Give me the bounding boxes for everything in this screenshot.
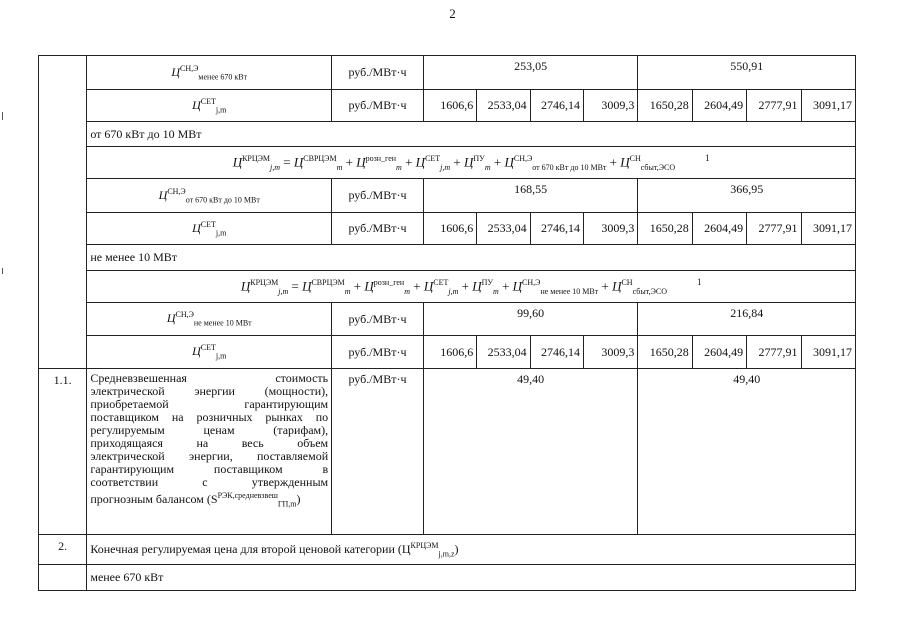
margin-mark bbox=[2, 112, 3, 120]
value-cell: 3009,3 bbox=[583, 90, 637, 122]
table-row bbox=[39, 213, 856, 245]
value-cell: 1650,28 bbox=[638, 336, 692, 369]
page-number: 2 bbox=[449, 6, 456, 21]
unit-cell: руб./МВт·ч bbox=[332, 179, 424, 213]
unit-cell: руб./МВт·ч bbox=[332, 303, 424, 336]
value-cell: 2777,91 bbox=[747, 213, 801, 245]
footnote-mark: 1 bbox=[705, 153, 710, 164]
value-cell: 253,05 bbox=[423, 56, 638, 90]
value-cell: 2533,04 bbox=[477, 213, 530, 245]
table-row bbox=[39, 271, 856, 303]
table-row bbox=[39, 147, 856, 179]
unit-cell: руб./МВт·ч bbox=[332, 213, 424, 245]
value-cell: 550,91 bbox=[638, 56, 856, 90]
value-cell: 2604,49 bbox=[692, 213, 746, 245]
table-row bbox=[39, 535, 856, 565]
unit-cell: руб./МВт·ч bbox=[332, 90, 424, 122]
value-cell: 216,84 bbox=[638, 303, 856, 336]
value-cell: 1650,28 bbox=[638, 213, 692, 245]
row-number-cell bbox=[39, 565, 87, 591]
value-cell: 49,40 bbox=[638, 369, 856, 535]
symbol-cell: $Ц^{СЕТ}_{j,m}$ bbox=[87, 90, 332, 122]
value-cell: 2604,49 bbox=[692, 90, 746, 122]
value-cell: 3091,17 bbox=[801, 90, 855, 122]
value-cell: 2604,49 bbox=[692, 336, 746, 369]
value-cell: 2777,91 bbox=[747, 336, 801, 369]
row-number-cell: 2. bbox=[39, 535, 87, 565]
value-cell: 99,60 bbox=[423, 303, 638, 336]
value-cell: 366,95 bbox=[638, 179, 856, 213]
value-cell: 2777,91 bbox=[747, 90, 801, 122]
unit-cell: руб./МВт·ч bbox=[332, 336, 424, 369]
table-row bbox=[39, 179, 856, 213]
value-cell: 3091,17 bbox=[801, 213, 855, 245]
symbol-cell: $Ц^{СЕТ}_{j,m}$ bbox=[87, 336, 332, 369]
tariff-table bbox=[38, 55, 856, 591]
value-cell: 1606,6 bbox=[423, 336, 476, 369]
table-row bbox=[39, 245, 856, 271]
value-cell: 2746,14 bbox=[530, 213, 583, 245]
row-number-cell bbox=[39, 56, 87, 369]
table-row bbox=[39, 369, 856, 535]
value-cell: 49,40 bbox=[423, 369, 638, 535]
value-cell: 3009,3 bbox=[583, 213, 637, 245]
value-cell: 1606,6 bbox=[423, 90, 476, 122]
table-row bbox=[39, 565, 856, 591]
value-cell: 168,55 bbox=[423, 179, 638, 213]
table-row bbox=[39, 336, 856, 369]
symbol-cell: $Ц^{СЕТ}_{j,m}$ bbox=[87, 213, 332, 245]
value-cell: 1650,28 bbox=[638, 90, 692, 122]
footnote-mark: 1 bbox=[696, 277, 702, 288]
value-cell: 3091,17 bbox=[801, 336, 855, 369]
unit-cell: руб./МВт·ч bbox=[332, 56, 424, 90]
value-cell: 3009,3 bbox=[583, 336, 637, 369]
formula-cell: $Ц^{КРЦЭМ}_{j,m} = Ц^{СВРЦЭМ}_m + Ц^{розн\_ген}_m + Ц^{СЕТ}_{j,m} + Ц^{ПУ}_m + Ц^{СН,Э}_{не менее 10 МВт} + Ц^{СН}_{сбыт,ЭСО}^1$ bbox=[87, 271, 856, 303]
margin-mark bbox=[2, 268, 3, 274]
value-cell: 2533,04 bbox=[477, 336, 530, 369]
value-cell: 2746,14 bbox=[530, 336, 583, 369]
section-heading: не менее 10 МВт bbox=[87, 245, 856, 271]
value-cell: 2746,14 bbox=[530, 90, 583, 122]
section-heading: Конечная регулируемая цена для второй ценовой категории $(Ц^{КРЦЭМ}_{j,m,z})$ bbox=[87, 535, 856, 565]
unit-cell: руб./МВт·ч bbox=[332, 369, 424, 535]
section-heading: от 670 кВт до 10 МВт bbox=[87, 122, 856, 147]
table-row bbox=[39, 122, 856, 147]
table-row bbox=[39, 56, 856, 90]
symbol-cell: $Ц^{СН,Э}_{не менее 10 МВт}$ bbox=[87, 303, 332, 336]
table-row bbox=[39, 90, 856, 122]
symbol-cell: $Ц^{СН,Э}_{от 670 кВт до 10 МВт}$ bbox=[87, 179, 332, 213]
formula-cell: $Ц^{КРЦЭМ}_{j,m} = Ц^{СВРЦЭМ}_m + Ц^{розн\_ген}_m + Ц^{СЕТ}_{j,m} + Ц^{ПУ}_m + Ц^{СН,Э}_{от 670 кВт до 10 МВт} + Ц^{СН}_{сбыт,ЭСО}^1$ bbox=[87, 147, 856, 179]
symbol-cell: $Ц^{СН,Э}_{менее 670 кВт}$ bbox=[87, 56, 332, 90]
row-number-cell: 1.1. bbox=[39, 369, 87, 535]
description-cell: Средневзвешенная стоимость электрической энергии (мощности), приобретаемой гарантирующим поставщиком на розничных рынках по регулируемым ценам (тарифам), приходящаяся на весь объем электрической энергии, поставляемой гарантирующим поставщиком в соответствии с утвержденным прогнозным балансом $(S^{РЭК,средневзвеш}_{ГП,m})$ bbox=[87, 369, 332, 535]
value-cell: 1606,6 bbox=[423, 213, 476, 245]
table-row bbox=[39, 303, 856, 336]
section-heading: менее 670 кВт bbox=[87, 565, 856, 591]
value-cell: 2533,04 bbox=[477, 90, 530, 122]
